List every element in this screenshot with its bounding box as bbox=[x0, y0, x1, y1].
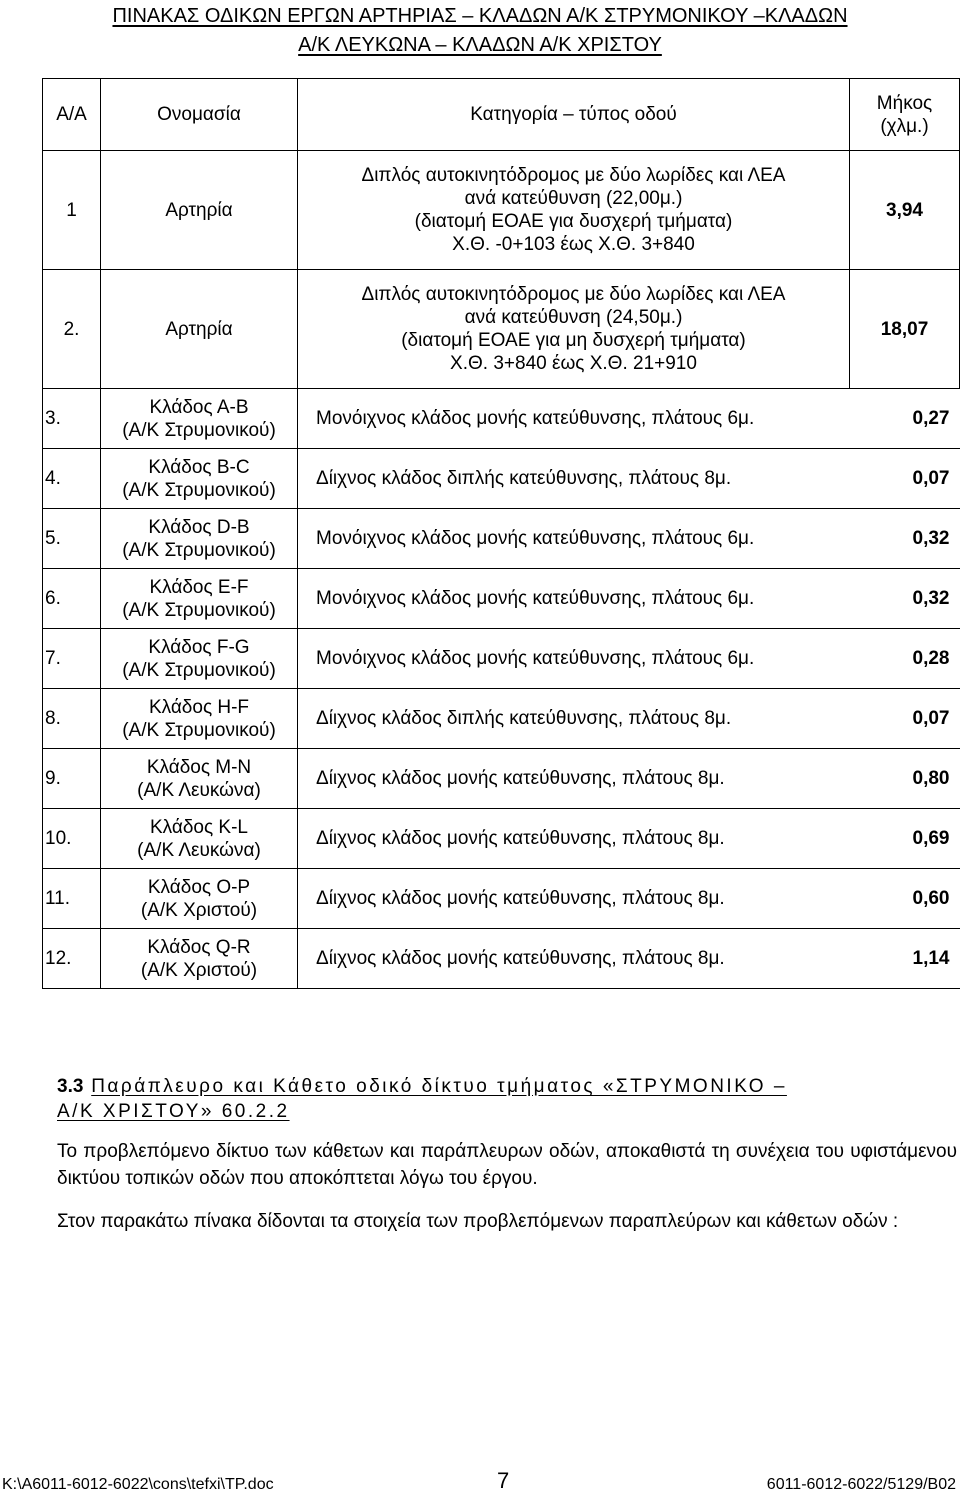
table-row bbox=[43, 569, 960, 629]
cell-category: Μονόιχνος κλάδος μονής κατεύθυνσης, πλάτους 6μ. 0,28 bbox=[298, 629, 960, 689]
cell-num: 1 bbox=[43, 151, 101, 270]
cell-name: Αρτηρία bbox=[101, 151, 298, 270]
header-name: Ονομασία bbox=[101, 79, 298, 151]
table-row bbox=[43, 629, 960, 689]
cell-category: Δίιχνος κλάδος μονής κατεύθυνσης, πλάτους 8μ. 0,69 bbox=[298, 809, 960, 869]
cell-num: 7. bbox=[43, 629, 101, 689]
cell-length: 0,28 bbox=[912, 648, 950, 669]
header-aa: Α/Α bbox=[43, 79, 101, 151]
table-row bbox=[43, 689, 960, 749]
table-row bbox=[43, 869, 960, 929]
table-row bbox=[43, 449, 960, 509]
page-footer bbox=[0, 1468, 960, 1497]
cell-length: 18,07 bbox=[850, 270, 960, 389]
section-heading bbox=[57, 1074, 957, 1124]
header-category: Κατηγορία – τύπος οδού bbox=[298, 79, 850, 151]
cell-num: 11. bbox=[43, 869, 101, 929]
cell-length: 0,60 bbox=[912, 888, 950, 909]
table-row bbox=[43, 389, 960, 449]
cell-category: Μονόιχνος κλάδος μονής κατεύθυνσης, πλάτους 6μ. 0,32 bbox=[298, 509, 960, 569]
cell-name: Κλάδος Β-C (Α/Κ Στρυμονικού) bbox=[101, 449, 298, 509]
cell-length: 0,27 bbox=[912, 408, 950, 429]
footer-reference: 6011-6012-6022/5129/B02 bbox=[766, 1476, 956, 1493]
cell-name: Κλάδος Q-R (Α/Κ Χριστού) bbox=[101, 929, 298, 989]
footer-page-number: 7 bbox=[497, 1468, 510, 1493]
cell-name: Κλάδος Α-Β (Α/Κ Στρυμονικού) bbox=[101, 389, 298, 449]
cell-num: 9. bbox=[43, 749, 101, 809]
table-row bbox=[43, 929, 960, 989]
cell-num: 8. bbox=[43, 689, 101, 749]
cell-name: Κλάδος D-B (Α/Κ Στρυμονικού) bbox=[101, 509, 298, 569]
cell-category: Δίιχνος κλάδος διπλής κατεύθυνσης, πλάτους 8μ. 0,07 bbox=[298, 449, 960, 509]
section-number: 3.3 bbox=[57, 1076, 84, 1097]
table-row bbox=[43, 749, 960, 809]
cell-name: Κλάδος E-F (Α/Κ Στρυμονικού) bbox=[101, 569, 298, 629]
table-row bbox=[43, 809, 960, 869]
cell-category: Μονόιχνος κλάδος μονής κατεύθυνσης, πλάτους 6μ. 0,27 bbox=[298, 389, 960, 449]
cell-name: Κλάδος K-L (Α/Κ Λευκώνα) bbox=[101, 809, 298, 869]
cell-category: Μονόιχνος κλάδος μονής κατεύθυνσης, πλάτους 6μ. 0,32 bbox=[298, 569, 960, 629]
table-row bbox=[43, 509, 960, 569]
footer-file-path: K:\A6011-6012-6022\cons\tefxi\TP.doc bbox=[2, 1476, 274, 1493]
cell-num: 3. bbox=[43, 389, 101, 449]
cell-name: Κλάδος O-P (Α/Κ Χριστού) bbox=[101, 869, 298, 929]
cell-length: 0,80 bbox=[912, 768, 950, 789]
cell-length: 0,07 bbox=[912, 468, 950, 489]
table-row bbox=[43, 151, 960, 270]
cell-length: 0,32 bbox=[912, 528, 950, 549]
title-line-2: Α/Κ ΛΕΥΚΩΝΑ – ΚΛΑΔΩΝ Α/Κ ΧΡΙΣΤΟΥ bbox=[298, 34, 662, 56]
header-length: Μήκος (χλμ.) bbox=[850, 79, 960, 151]
cell-num: 6. bbox=[43, 569, 101, 629]
cell-num: 2. bbox=[43, 270, 101, 389]
cell-category: Δίιχνος κλάδος μονής κατεύθυνσης, πλάτους 8μ. 0,80 bbox=[298, 749, 960, 809]
section-title-line-2: Α/Κ ΧΡΙΣΤΟΥ» 60.2.2 bbox=[57, 1101, 290, 1122]
cell-num: 12. bbox=[43, 929, 101, 989]
paragraph-table-intro: Στον παρακάτω πίνακα δίδονται τα στοιχεία των προβλεπόμενων παραπλεύρων και κάθετων οδών : bbox=[57, 1211, 899, 1232]
cell-name: Αρτηρία bbox=[101, 270, 298, 389]
cell-name: Κλάδος H-F (Α/Κ Στρυμονικού) bbox=[101, 689, 298, 749]
cell-name: Κλάδος M-N (Α/Κ Λευκώνα) bbox=[101, 749, 298, 809]
cell-length: 0,32 bbox=[912, 588, 950, 609]
cell-length: 1,14 bbox=[912, 948, 950, 969]
cell-category: Δίιχνος κλάδος μονής κατεύθυνσης, πλάτους 8μ. 0,60 bbox=[298, 869, 960, 929]
table-row bbox=[43, 270, 960, 389]
cell-name: Κλάδος F-G (Α/Κ Στρυμονικού) bbox=[101, 629, 298, 689]
cell-num: 4. bbox=[43, 449, 101, 509]
cell-num: 5. bbox=[43, 509, 101, 569]
cell-category: Δίιχνος κλάδος διπλής κατεύθυνσης, πλάτους 8μ. 0,07 bbox=[298, 689, 960, 749]
document-title bbox=[0, 2, 960, 60]
road-works-table bbox=[42, 78, 960, 989]
title-line-1: ΠΙΝΑΚΑΣ ΟΔΙΚΩΝ ΕΡΓΩΝ ΑΡΤΗΡΙΑΣ – ΚΛΑΔΩΝ Α/Κ ΣΤΡΥΜΟΝΙΚΟΥ –ΚΛΑΔΩΝ bbox=[112, 5, 848, 27]
cell-category: Δίιχνος κλάδος μονής κατεύθυνσης, πλάτους 8μ. 1,14 bbox=[298, 929, 960, 989]
cell-category: Διπλός αυτοκινητόδρομος με δύο λωρίδες και ΛΕΑ ανά κατεύθυνση (24,50μ.) (διατομή ΕΟΑΕ για μη δυσχερή τμήματα) Χ.Θ. 3+840 έως Χ.Θ. 21+910 bbox=[298, 270, 850, 389]
section-title-line-1: Παράπλευρο και Κάθετο οδικό δίκτυο τμήματος «ΣΤΡΥΜΟΝΙΚΟ – bbox=[91, 1076, 787, 1097]
cell-length: 0,07 bbox=[912, 708, 950, 729]
paragraph-network: Το προβλεπόμενο δίκτυο των κάθετων και παράπλευρων οδών, αποκαθιστά τη συνέχεια του υφιστάμενου δικτύου τοπικών οδών που αποκόπτεται λόγω του έργου. bbox=[57, 1141, 957, 1189]
cell-length: 3,94 bbox=[850, 151, 960, 270]
table-header-row bbox=[43, 79, 960, 151]
cell-num: 10. bbox=[43, 809, 101, 869]
cell-length: 0,69 bbox=[912, 828, 950, 849]
cell-category: Διπλός αυτοκινητόδρομος με δύο λωρίδες και ΛΕΑ ανά κατεύθυνση (22,00μ.) (διατομή ΕΟΑΕ για δυσχερή τμήματα) Χ.Θ. -0+103 έως Χ.Θ. 3+840 bbox=[298, 151, 850, 270]
